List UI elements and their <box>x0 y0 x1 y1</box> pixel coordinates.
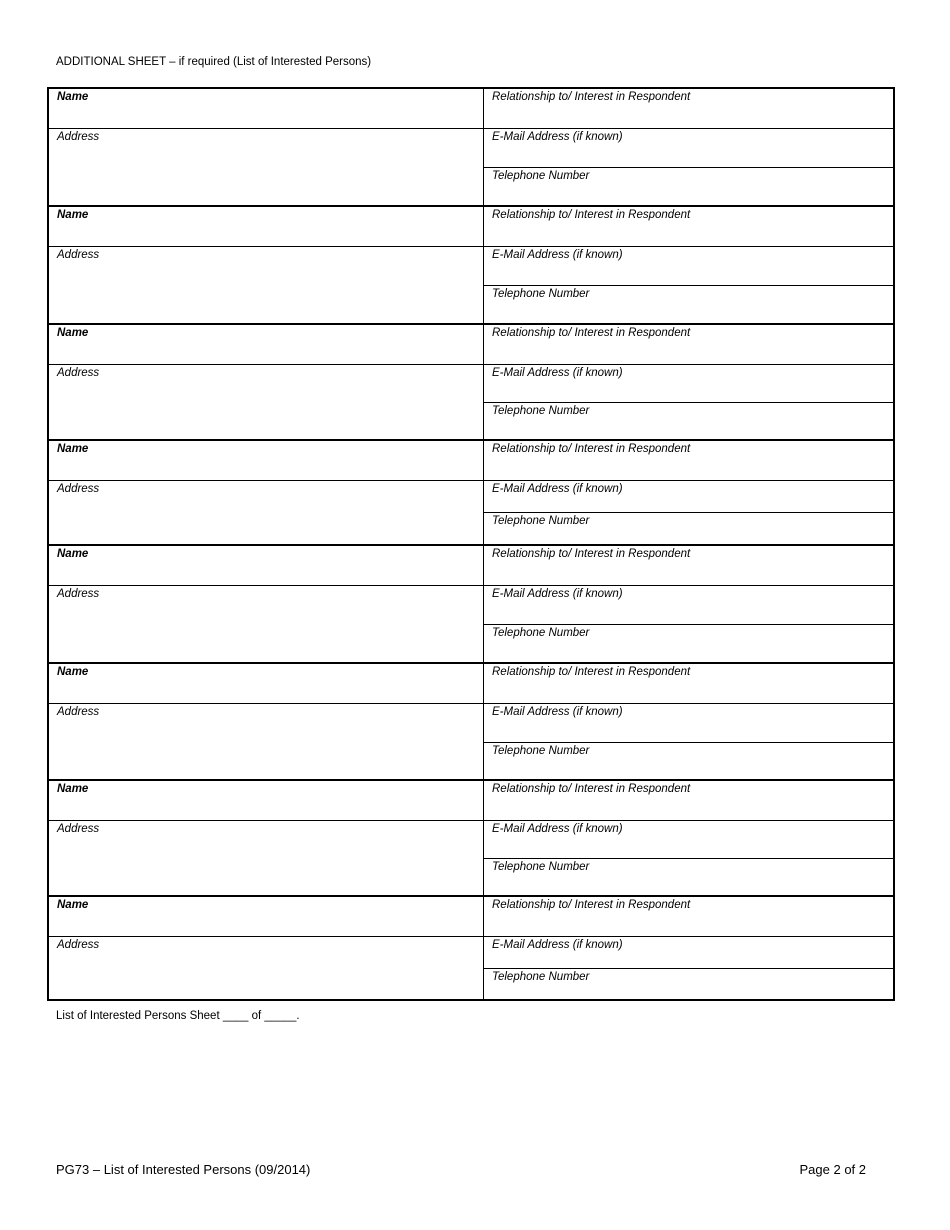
email-field[interactable] <box>484 585 893 624</box>
relationship-field[interactable] <box>484 325 893 364</box>
person-left-column <box>49 325 484 439</box>
email-label: E-Mail Address (if known) <box>492 939 623 951</box>
relationship-field[interactable] <box>484 664 893 703</box>
sheet-count-line: List of Interested Persons Sheet ____ of _____. <box>56 1010 300 1022</box>
telephone-label: Telephone Number <box>492 971 590 983</box>
address-field[interactable] <box>49 364 483 439</box>
address-label: Address <box>57 588 100 600</box>
name-label: Name <box>57 327 89 339</box>
relationship-label: Relationship to/ Interest in Respondent <box>492 666 691 678</box>
address-field[interactable] <box>49 703 483 779</box>
email-field[interactable] <box>484 246 893 285</box>
telephone-label: Telephone Number <box>492 745 590 757</box>
email-label: E-Mail Address (if known) <box>492 367 623 379</box>
person-right-column <box>484 325 893 439</box>
telephone-field[interactable] <box>484 742 893 779</box>
telephone-field[interactable] <box>484 512 893 544</box>
email-field[interactable] <box>484 820 893 858</box>
address-label: Address <box>57 367 100 379</box>
interested-persons-form <box>47 87 895 1001</box>
page-number: Page 2 of 2 <box>799 1162 866 1177</box>
name-field[interactable] <box>49 207 483 246</box>
person-left-column <box>49 897 484 999</box>
address-label: Address <box>57 939 100 951</box>
person-block <box>49 544 893 662</box>
person-right-column <box>484 781 893 895</box>
name-field[interactable] <box>49 441 483 480</box>
email-label: E-Mail Address (if known) <box>492 483 623 495</box>
name-label: Name <box>57 666 89 678</box>
person-right-column <box>484 664 893 779</box>
address-field[interactable] <box>49 128 483 205</box>
person-left-column <box>49 441 484 544</box>
email-label: E-Mail Address (if known) <box>492 706 623 718</box>
email-field[interactable] <box>484 480 893 512</box>
name-field[interactable] <box>49 781 483 820</box>
name-field[interactable] <box>49 89 483 128</box>
person-right-column <box>484 207 893 323</box>
person-block <box>49 895 893 999</box>
person-block <box>49 779 893 895</box>
relationship-field[interactable] <box>484 441 893 480</box>
email-label: E-Mail Address (if known) <box>492 588 623 600</box>
form-code-footer: PG73 – List of Interested Persons (09/2014) <box>56 1162 311 1177</box>
address-label: Address <box>57 823 100 835</box>
address-field[interactable] <box>49 585 483 662</box>
telephone-label: Telephone Number <box>492 515 590 527</box>
email-field[interactable] <box>484 128 893 167</box>
relationship-label: Relationship to/ Interest in Respondent <box>492 899 691 911</box>
address-field[interactable] <box>49 820 483 895</box>
person-left-column <box>49 207 484 323</box>
address-label: Address <box>57 483 100 495</box>
name-label: Name <box>57 209 89 221</box>
relationship-label: Relationship to/ Interest in Respondent <box>492 327 691 339</box>
person-block <box>49 323 893 439</box>
person-left-column <box>49 89 484 205</box>
relationship-field[interactable] <box>484 897 893 936</box>
relationship-label: Relationship to/ Interest in Respondent <box>492 443 691 455</box>
telephone-label: Telephone Number <box>492 405 590 417</box>
relationship-field[interactable] <box>484 781 893 820</box>
telephone-field[interactable] <box>484 968 893 999</box>
name-label: Name <box>57 899 89 911</box>
person-right-column <box>484 897 893 999</box>
name-field[interactable] <box>49 664 483 703</box>
address-label: Address <box>57 131 100 143</box>
form-heading: ADDITIONAL SHEET – if required (List of Interested Persons) <box>56 56 372 68</box>
email-label: E-Mail Address (if known) <box>492 131 623 143</box>
name-field[interactable] <box>49 325 483 364</box>
telephone-label: Telephone Number <box>492 288 590 300</box>
person-left-column <box>49 546 484 662</box>
person-left-column <box>49 781 484 895</box>
person-block <box>49 439 893 544</box>
person-right-column <box>484 89 893 205</box>
email-label: E-Mail Address (if known) <box>492 823 623 835</box>
telephone-field[interactable] <box>484 285 893 323</box>
telephone-label: Telephone Number <box>492 861 590 873</box>
person-block <box>49 205 893 323</box>
telephone-field[interactable] <box>484 858 893 895</box>
email-label: E-Mail Address (if known) <box>492 249 623 261</box>
address-field[interactable] <box>49 246 483 323</box>
relationship-label: Relationship to/ Interest in Respondent <box>492 91 691 103</box>
telephone-field[interactable] <box>484 167 893 205</box>
telephone-field[interactable] <box>484 402 893 439</box>
email-field[interactable] <box>484 936 893 968</box>
telephone-field[interactable] <box>484 624 893 662</box>
name-label: Name <box>57 443 89 455</box>
person-block <box>49 89 893 205</box>
relationship-label: Relationship to/ Interest in Respondent <box>492 209 691 221</box>
address-label: Address <box>57 706 100 718</box>
name-label: Name <box>57 548 89 560</box>
relationship-label: Relationship to/ Interest in Respondent <box>492 783 691 795</box>
relationship-field[interactable] <box>484 89 893 128</box>
person-right-column <box>484 441 893 544</box>
address-field[interactable] <box>49 480 483 544</box>
name-label: Name <box>57 783 89 795</box>
person-left-column <box>49 664 484 779</box>
address-field[interactable] <box>49 936 483 999</box>
person-block <box>49 662 893 779</box>
relationship-field[interactable] <box>484 546 893 585</box>
name-field[interactable] <box>49 897 483 936</box>
telephone-label: Telephone Number <box>492 627 590 639</box>
person-right-column <box>484 546 893 662</box>
name-label: Name <box>57 91 89 103</box>
relationship-field[interactable] <box>484 207 893 246</box>
relationship-label: Relationship to/ Interest in Respondent <box>492 548 691 560</box>
name-field[interactable] <box>49 546 483 585</box>
email-field[interactable] <box>484 703 893 742</box>
telephone-label: Telephone Number <box>492 170 590 182</box>
email-field[interactable] <box>484 364 893 402</box>
address-label: Address <box>57 249 100 261</box>
